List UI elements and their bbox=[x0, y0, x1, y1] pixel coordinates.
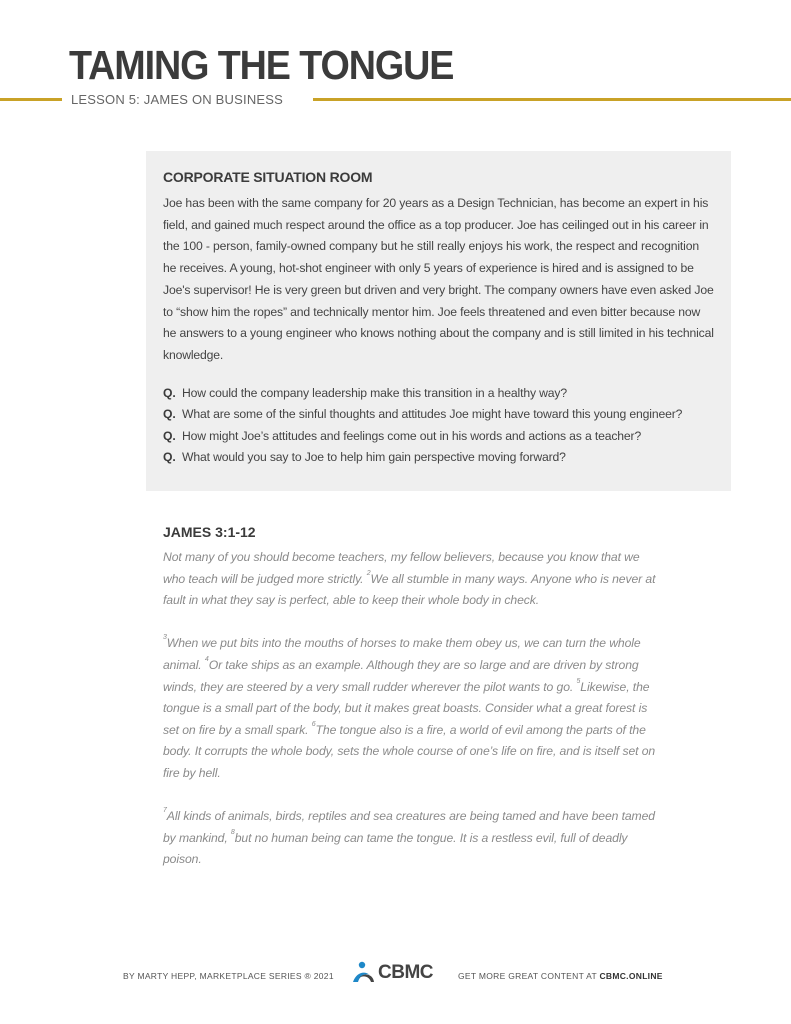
verse-text: The tongue also is a fire, a world of evil among the parts of the body. It corrupts the whole body, sets the whole course of one’s life on fire, and is itself set on fire by hell. bbox=[163, 722, 656, 780]
verse-number: 5 bbox=[576, 677, 581, 685]
scripture-section bbox=[163, 524, 663, 871]
logo-wordmark: CBMC bbox=[378, 962, 433, 983]
scripture-paragraph bbox=[163, 633, 663, 784]
question-marker: Q. bbox=[163, 428, 176, 443]
header-rule-left bbox=[0, 98, 62, 101]
page-title: TAMING THE TONGUE bbox=[69, 42, 454, 88]
verse-number: 8 bbox=[230, 828, 235, 836]
question-marker: Q. bbox=[163, 407, 176, 422]
question-list bbox=[163, 383, 715, 469]
question-text: What are some of the sinful thoughts and attitudes Joe might have toward this young engineer? bbox=[182, 407, 683, 422]
scripture-heading: JAMES 3:1-12 bbox=[163, 524, 256, 540]
question-item bbox=[163, 404, 715, 426]
footer-cta bbox=[458, 971, 663, 981]
verse-number: 7 bbox=[163, 807, 167, 815]
verse-text: When we put bits into the mouths of horses to make them obey us, we can turn the whole animal. bbox=[163, 636, 641, 672]
question-item bbox=[163, 426, 715, 448]
lesson-subtitle: LESSON 5: JAMES ON BUSINESS bbox=[71, 92, 284, 107]
verse-number: 3 bbox=[163, 634, 167, 642]
verse-text: All kinds of animals, birds, reptiles and sea creatures are being tamed and have been tamed by mankind, bbox=[163, 809, 655, 845]
footer-link[interactable]: CBMC.ONLINE bbox=[599, 971, 663, 981]
question-item bbox=[163, 447, 715, 469]
question-text: What would you say to Joe to help him gain perspective moving forward? bbox=[182, 450, 566, 465]
verse-text: We all stumble in many ways. Anyone who is never at fault in what they say is perfect, able to keep their whole body in check. bbox=[163, 571, 656, 608]
scripture-paragraph bbox=[163, 806, 663, 871]
situation-heading: CORPORATE SITUATION ROOM bbox=[163, 169, 373, 185]
situation-body: Joe has been with the same company for 20 years as a Design Technician, has become an expert in his field, and gained much respect around the office as a top producer. Joe has ceilinged out in his career in the 100 - person, family-owned company but he still really enjoys his work, the respect and recognition he receives. A young, hot-shot engineer with only 5 years of experience is hired and is assigned to be Joe's supervisor! He is very green but driven and very bright. The company owners have even asked Joe to “show him the ropes” and technically mentor him. Joe feels threatened and even bitter because now he answers to a young engineer who knows nothing about the company and is still limited in his technical knowledge. bbox=[163, 196, 714, 362]
question-marker: Q. bbox=[163, 385, 176, 400]
header-rule-right bbox=[313, 98, 791, 101]
scripture-paragraph bbox=[163, 547, 663, 612]
question-marker: Q. bbox=[163, 450, 176, 465]
footer-credit: BY MARTY HEPP, MARKETPLACE SERIES ® 2021 bbox=[123, 971, 334, 981]
question-text: How might Joe’s attitudes and feelings come out in his words and actions as a teacher? bbox=[182, 428, 642, 443]
verse-number: 6 bbox=[311, 720, 316, 728]
verse-text: Or take ships as an example. Although they are so large and are driven by strong winds, they are steered by a very small rudder wherever the pilot wants to go. bbox=[163, 657, 639, 694]
footer-cta-text: GET MORE GREAT CONTENT AT bbox=[458, 971, 597, 981]
verse-text: but no human being can tame the tongue. It is a restless evil, full of deadly poison. bbox=[163, 830, 628, 867]
question-text: How could the company leadership make this transition in a healthy way? bbox=[182, 385, 567, 400]
situation-box bbox=[146, 151, 731, 491]
verse-number: 4 bbox=[204, 655, 209, 663]
verse-text: Not many of you should become teachers, my fellow believers, because you know that we who teach will be judged more strictly. bbox=[163, 550, 640, 586]
verse-number: 2 bbox=[366, 569, 371, 577]
verse-text: Likewise, the tongue is a small part of the body, but it makes great boasts. Consider what a great forest is set on fire by a small spark. bbox=[163, 679, 650, 737]
question-item bbox=[163, 383, 715, 405]
